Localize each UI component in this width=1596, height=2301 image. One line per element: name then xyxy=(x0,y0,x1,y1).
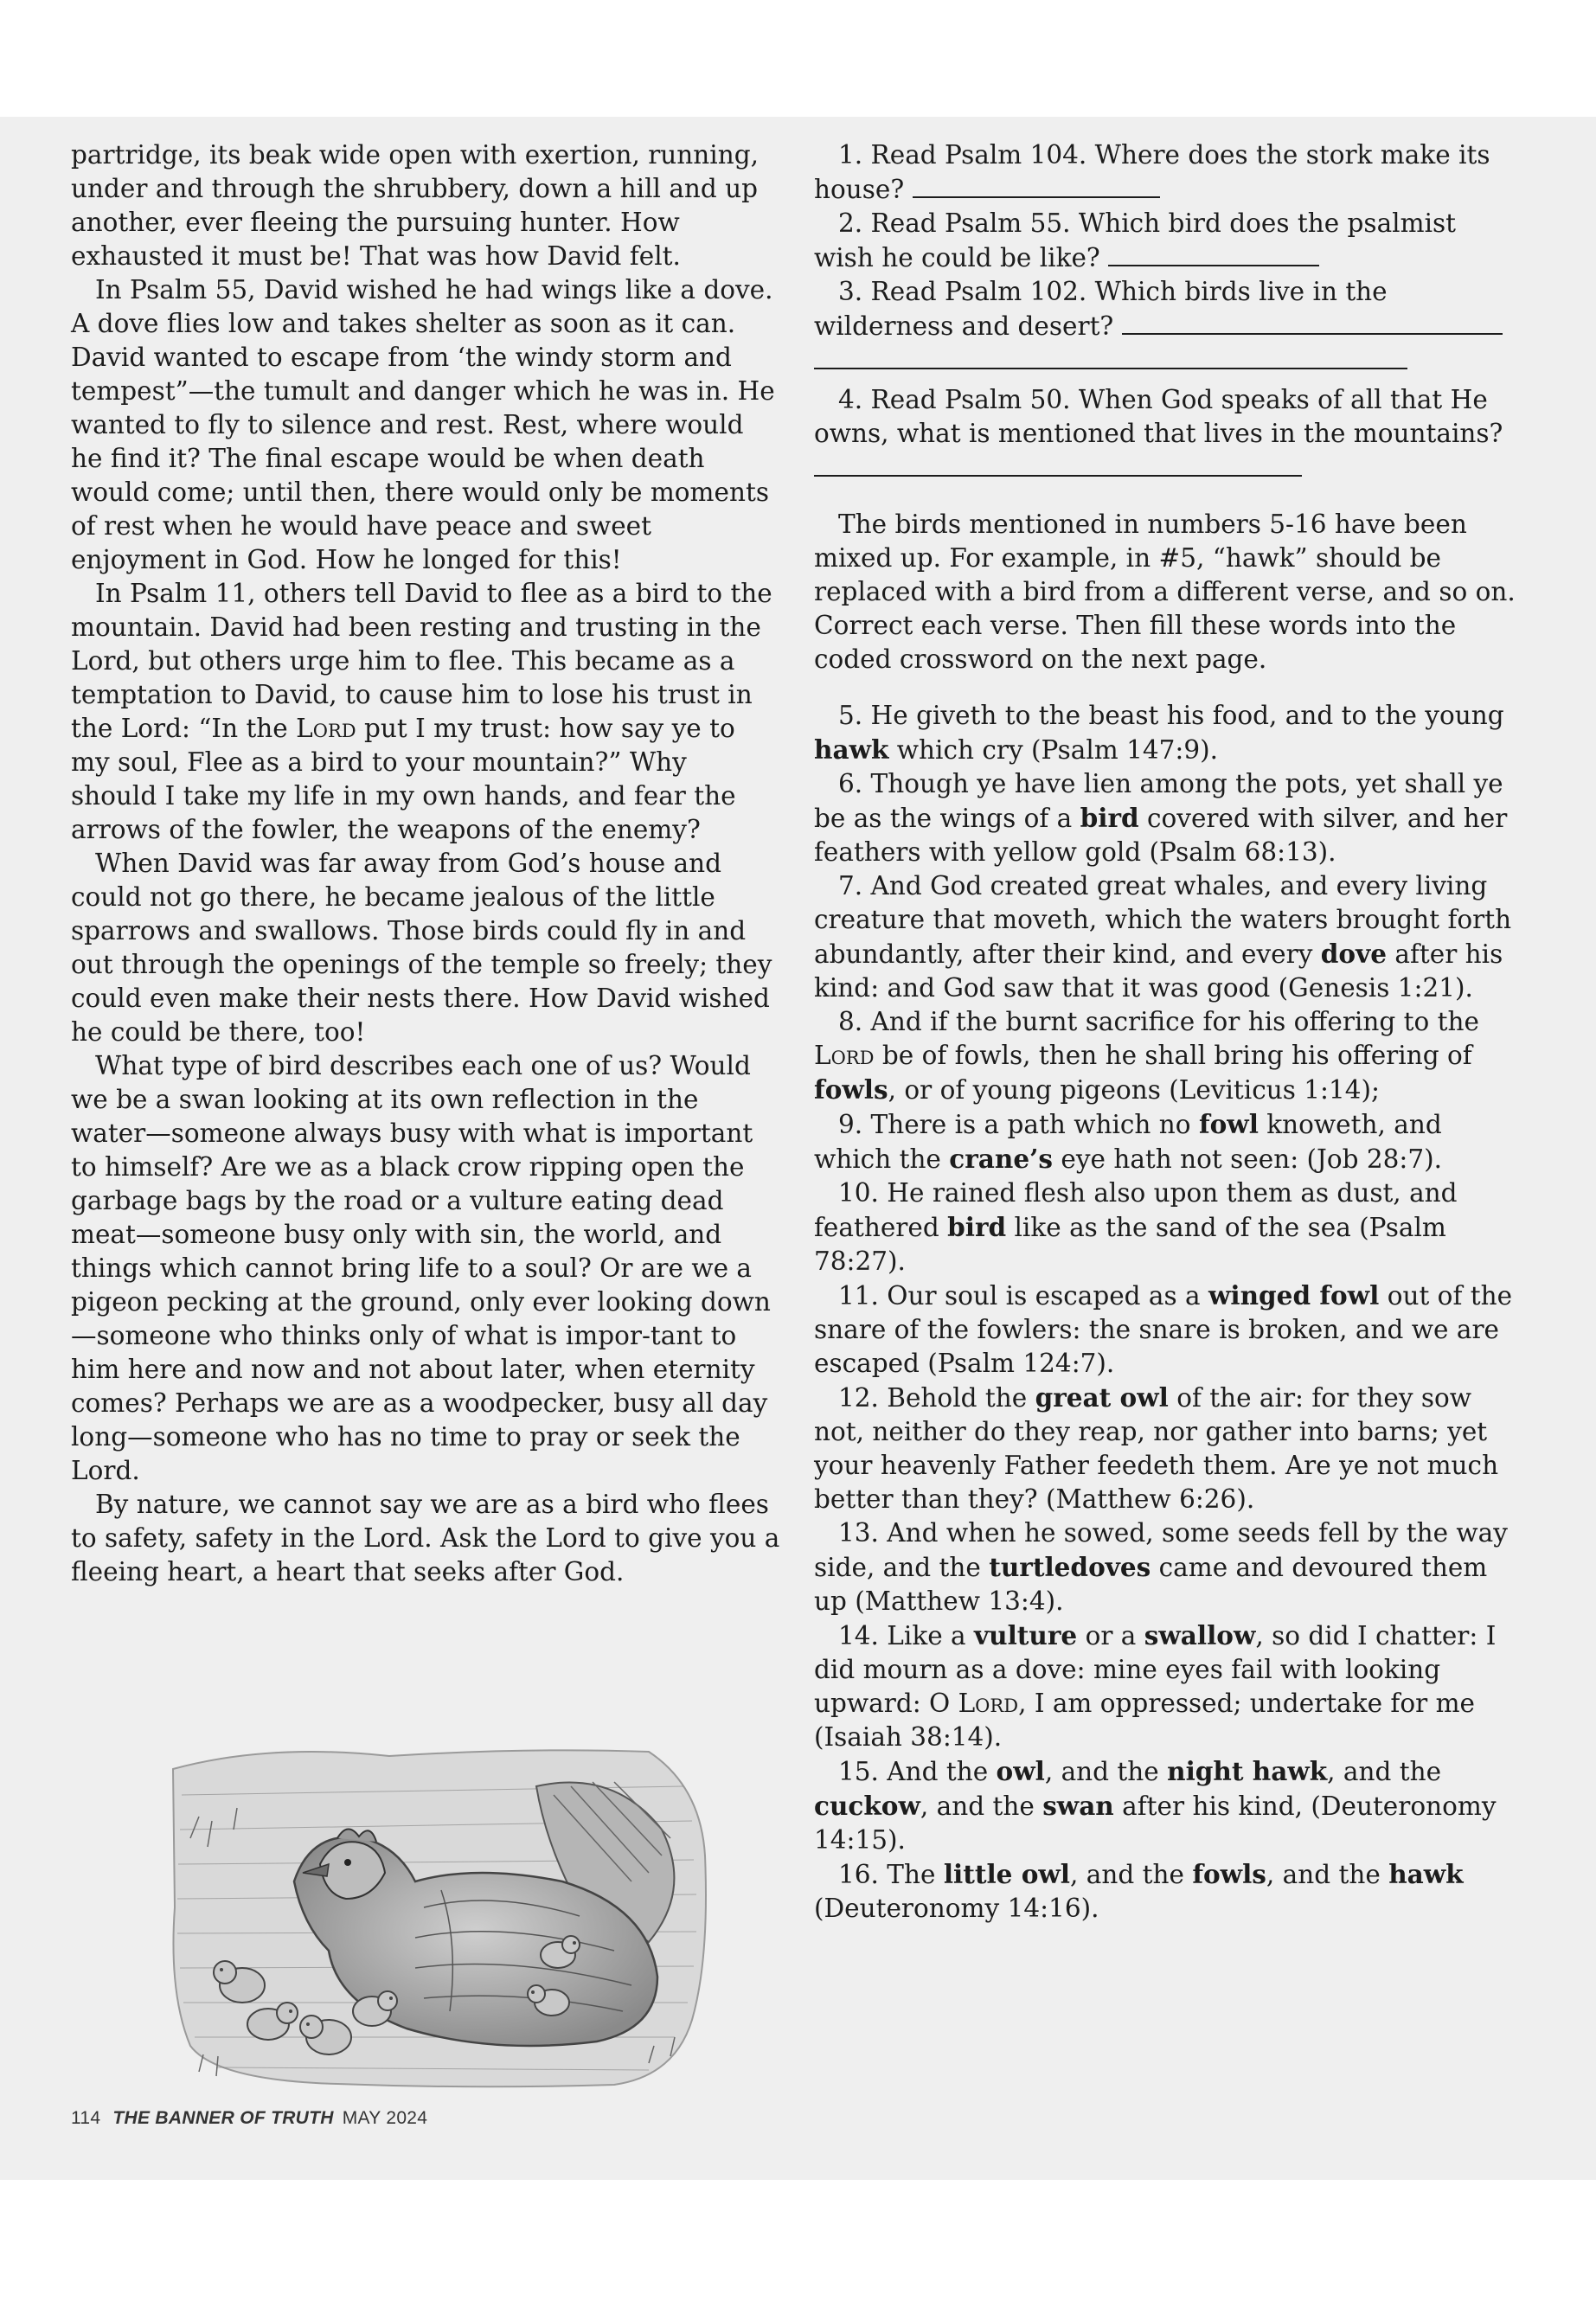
page-footer xyxy=(71,2108,427,2129)
answer-line-3a[interactable] xyxy=(1122,309,1503,335)
answer-line-4[interactable] xyxy=(814,451,1302,477)
answer-line-2[interactable] xyxy=(1108,240,1319,266)
verse-8: 8. And if the burnt sacrifice for his offering to the Lord be of fowls, then he shall bring his offering of fowls, or of young pigeons (Leviticus 1:14); xyxy=(814,1007,1479,1105)
paragraph-partridge: partridge, its beak wide open with exertion, running, under and through the shrubbery, down a hill and up another, ever fleeing the pursuing hunter. How exhausted it must be! That was how David felt. xyxy=(71,140,759,271)
page-number: 114 xyxy=(71,2108,101,2128)
question-2: 2. Read Psalm 55. Which bird does the psalmist wish he could be like? xyxy=(814,208,1456,272)
verse-7: 7. And God created great whales, and every living creature that moveth, which the waters brought forth abundantly, after their kind, and every dove after his kind: and God saw that it was good (Genesis 1:21). xyxy=(814,871,1512,1003)
answer-line-1[interactable] xyxy=(913,172,1160,198)
answer-line-3b[interactable] xyxy=(814,343,1407,369)
magazine-title: THE BANNER OF TRUTH xyxy=(112,2108,334,2128)
verse-12: 12. Behold the great owl of the air: for they sow not, neither do they reap, nor gather into barns; yet your heavenly Father feedeth them. Are ye not much better than they? (Matthew 6:26). xyxy=(814,1382,1499,1514)
paragraph-psalm-11: In Psalm 11, others tell David to flee as a bird to the mountain. David had been resting and trusting in the Lord, but others urge him to flee. This became as a temptation to David, to cause him to lose his trust in the Lord: “In the Lord put I my trust: how say ye to my soul, Flee as a bird to your mountain?” Why should I take my life in my own hands, and fear the arrows of the fowler, the weapons of the enemy? xyxy=(71,579,772,844)
question-1: 1. Read Psalm 104. Where does the stork make its house? xyxy=(814,140,1490,204)
verse-11: 11. Our soul is escaped as a winged fowl out of the snare of the fowlers: the snare is broken, and we are escaped (Psalm 124:7). xyxy=(814,1280,1513,1378)
instructions-paragraph: The birds mentioned in numbers 5-16 have been mixed up. For example, in #5, “hawk” should be replaced with a bird from a different verse, and so on. Correct each verse. Then fill these words into the coded crossword on the next page. xyxy=(814,510,1516,674)
hen-and-chicks-illustration xyxy=(164,1734,711,2091)
right-column xyxy=(814,138,1523,1926)
verse-10: 10. He rained flesh also upon them as dust, and feathered bird like as the sand of the sea (Psalm 78:27). xyxy=(814,1178,1458,1276)
verse-15: 15. And the owl, and the night hawk, and the cuckow, and the swan after his kind, (Deuteronomy 14:15). xyxy=(814,1756,1497,1855)
verse-14: 14. Like a vulture or a swallow, so did I chatter: I did mourn as a dove: mine eyes fail with looking upward: O Lord, I am oppressed; undertake for me (Isaiah 38:14). xyxy=(814,1620,1497,1752)
question-4: 4. Read Psalm 50. When God speaks of all that He owns, what is mentioned that lives in the mountains? xyxy=(814,383,1523,485)
verse-13: 13. And when he sowed, some seeds fell by the way side, and the turtledoves came and devoured them up (Matthew 13:4). xyxy=(814,1518,1508,1616)
verse-16: 16. The little owl, and the fowls, and the hawk (Deuteronomy 14:16). xyxy=(814,1859,1464,1923)
paragraph-bird-types: What type of bird describes each one of us? Would we be a swan looking at its own reflection in the water—someone always busy with what is important to himself? Are we as a black crow ripping open the garbage bags by the road or a vulture eating dead meat—someone busy only with sin, the world, and things which cannot bring life to a soul? Or are we a pigeon pecking at the ground, only ever looking down—someone who thinks only of what is impor-tant to him here and now and not about later, when eternity comes? Perhaps we are as a woodpecker, busy all day long—someone who has no time to pray or seek the Lord. xyxy=(71,1051,771,1485)
verse-9: 9. There is a path which no fowl knoweth, and which the crane’s eye hath not seen: (Job 28:7). xyxy=(814,1109,1443,1174)
paragraph-psalm-55: In Psalm 55, David wished he had wings like a dove. A dove flies low and takes shelter as soon as it can. David wanted to escape from ‘the windy storm and tempest”—the tumult and danger which he was in. He wanted to fly to silence and rest. Rest, where would he find it? The final escape would be when death would come; until then, there would only be moments of rest when he would have peace and sweet enjoyment in God. How he longed for this! xyxy=(71,275,775,574)
paragraph-sparrows: When David was far away from God’s house and could not go there, he became jealous of the little sparrows and swallows. Those birds could fly in and out through the openings of the temple so freely; they could even make their nests there. How David wished he could be there, too! xyxy=(71,849,772,1047)
issue-date: MAY 2024 xyxy=(342,2108,428,2128)
question-3: 3. Read Psalm 102. Which birds live in the wilderness and desert? xyxy=(814,275,1523,378)
verse-5: 5. He giveth to the beast his food, and to the young hawk which cry (Psalm 147:9). xyxy=(814,701,1504,765)
paragraph-by-nature: By nature, we cannot say we are as a bird who flees to safety, safety in the Lord. Ask the Lord to give you a fleeing heart, a heart that seeks after God. xyxy=(71,1490,780,1586)
verse-6: 6. Though ye have lien among the pots, yet shall ye be as the wings of a bird covered with silver, and her feathers with yellow gold (Psalm 68:13). xyxy=(814,769,1508,867)
left-column xyxy=(71,138,780,1589)
